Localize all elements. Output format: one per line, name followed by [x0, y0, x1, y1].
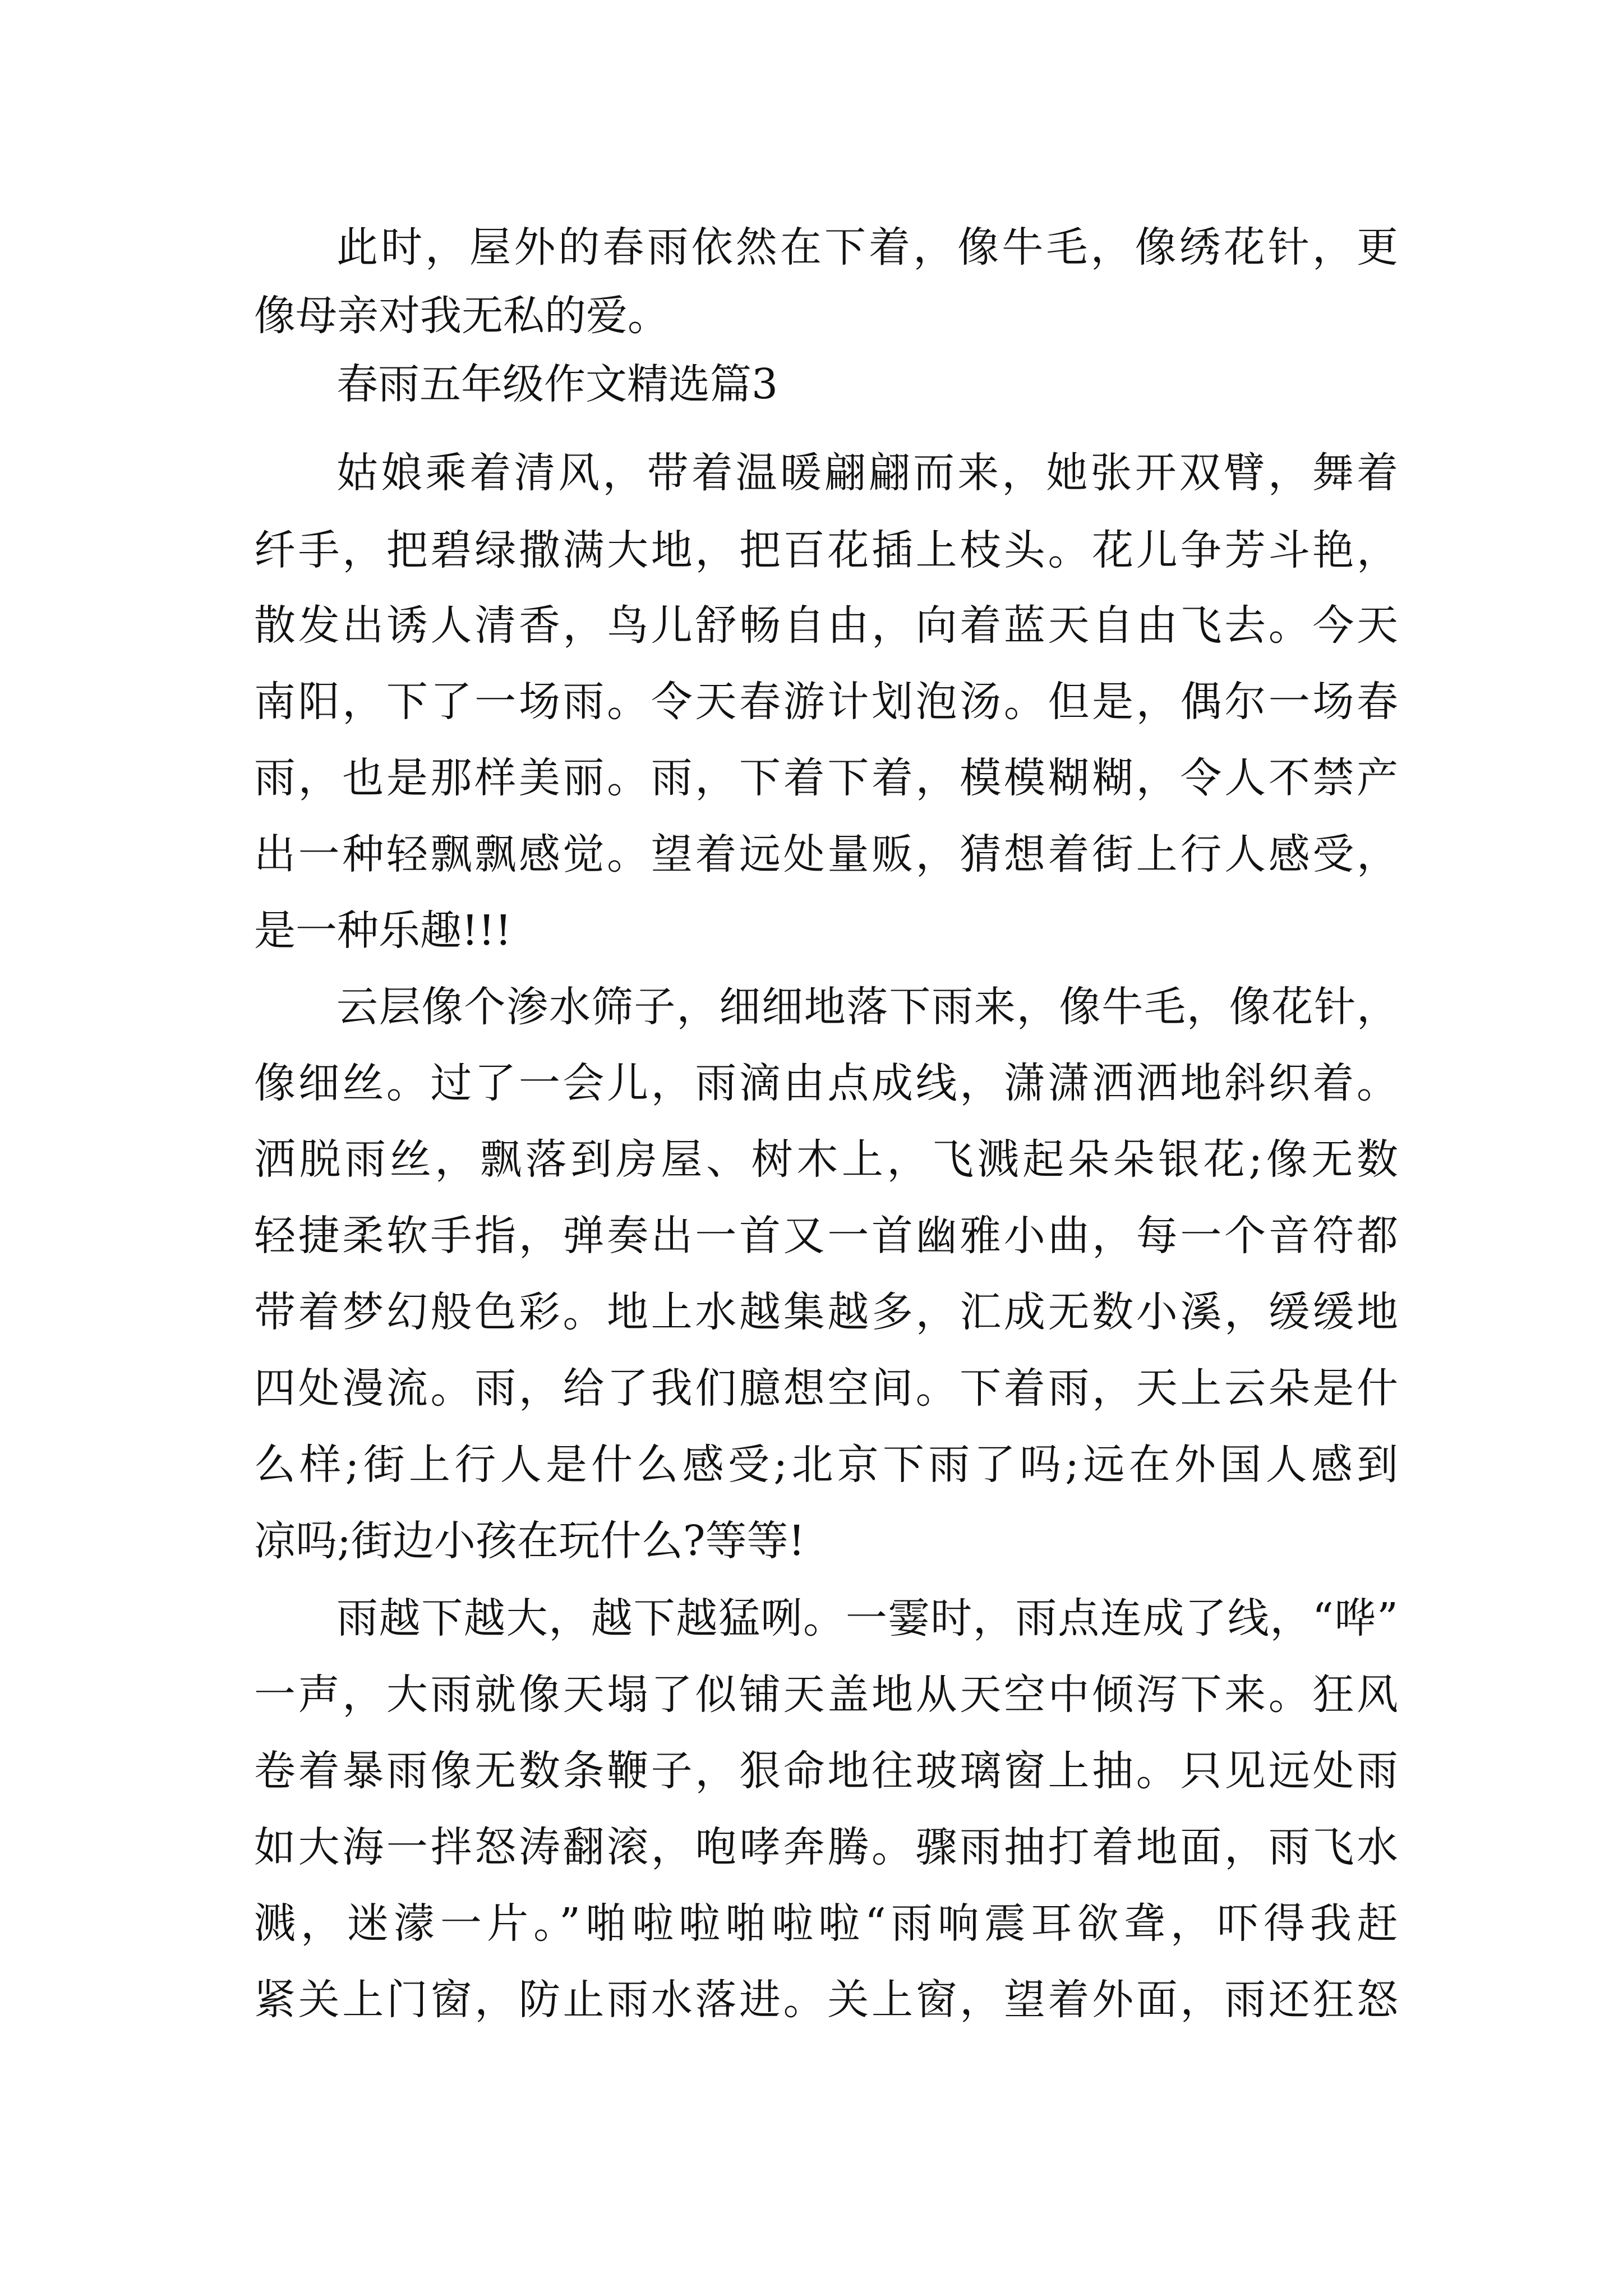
section-heading: 春雨五年级作文精选篇3 [336, 360, 778, 408]
text-line: 凉吗;街边小孩在玩什么?等等! [254, 1517, 805, 1565]
text-line: 此时，屋外的春雨依然在下着，像牛毛，像绣花针，更 [336, 223, 1398, 272]
text-line: 么样;街上行人是什么感受;北京下雨了吗;远在外国人感到 [254, 1441, 1398, 1489]
text-line: 紧关上门窗，防止雨水落进。关上窗，望着外面，雨还狂怒 [254, 1976, 1398, 2024]
text-line: 南阳，下了一场雨。令天春游计划泡汤。但是，偶尔一场春 [254, 678, 1398, 726]
text-line: 轻捷柔软手指，弹奏出一首又一首幽雅小曲，每一个音符都 [254, 1212, 1398, 1260]
text-line: 四处漫流。雨，给了我们臆想空间。下着雨，天上云朵是什 [254, 1364, 1398, 1412]
text-line: 雨，也是那样美丽。雨，下着下着，模模糊糊，令人不禁产 [254, 754, 1398, 802]
text-line: 一声，大雨就像天塌了似铺天盖地从天空中倾泻下来。狂风 [254, 1671, 1398, 1719]
text-line: 卷着暴雨像无数条鞭子，狠命地往玻璃窗上抽。只见远处雨 [254, 1747, 1398, 1795]
text-line: 纤手，把碧绿撒满大地，把百花插上枝头。花儿争芳斗艳， [254, 526, 1398, 574]
text-line: 散发出诱人清香，鸟儿舒畅自由，向着蓝天自由飞去。今天 [254, 601, 1398, 650]
text-line: 出一种轻飘飘感觉。望着远处量贩，猜想着街上行人感受， [254, 830, 1398, 878]
text-line: 带着梦幻般色彩。地上水越集越多，汇成无数小溪，缓缓地 [254, 1288, 1398, 1336]
text-line: 如大海一拌怒涛翻滚，咆哮奔腾。骤雨抽打着地面，雨飞水 [254, 1823, 1398, 1871]
text-line: 洒脱雨丝，飘落到房屋、树木上，飞溅起朵朵银花;像无数 [254, 1135, 1398, 1184]
text-line: 姑娘乘着清风，带着温暖翩翩而来，她张开双臂，舞着 [336, 449, 1398, 497]
text-line: 雨越下越大，越下越猛咧。一霎时，雨点连成了线，“哗” [336, 1594, 1398, 1642]
text-line: 溅，迷濛一片。”啪啦啦啪啦啦“雨响震耳欲聋，吓得我赶 [254, 1899, 1398, 1948]
text-line: 像细丝。过了一会儿，雨滴由点成线，潇潇洒洒地斜织着。 [254, 1059, 1398, 1107]
text-line: 是一种乐趣!!! [254, 907, 512, 955]
text-line: 像母亲对我无私的爱。 [254, 292, 669, 340]
text-line: 云层像个渗水筛子，细细地落下雨来，像牛毛，像花针， [336, 983, 1398, 1031]
